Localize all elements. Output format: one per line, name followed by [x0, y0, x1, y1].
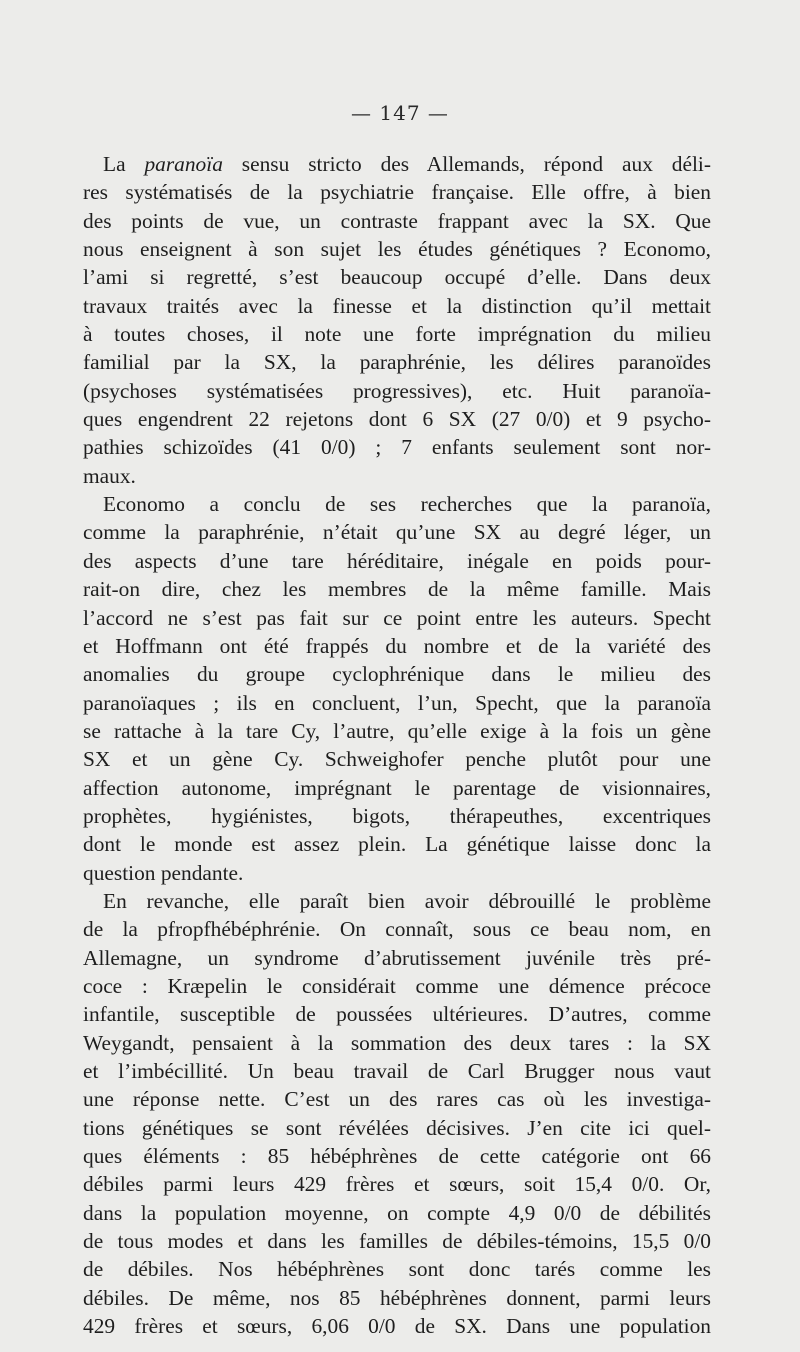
text-line: coce : Kræpelin le considérait comme une démence précoce [83, 973, 711, 998]
text-line: SX et un gène Cy. Schweighofer penche plutôt pour une [83, 747, 711, 772]
text-line: de tous modes et dans les familles de débiles-témoins, 15,5 0/0 [83, 1229, 711, 1254]
text-line: rait-on dire, chez les membres de la même famille. Mais [83, 577, 711, 602]
text-line: prophètes, hygiénistes, bigots, thérapeuthes, excentriques [83, 803, 711, 828]
text-line: En revanche, elle paraît bien avoir débrouillé le problème [103, 888, 711, 913]
text-line: débiles. De même, nos 85 hébéphrènes donnent, parmi leurs [83, 1285, 711, 1310]
text-line: tions génétiques se sont révélées décisives. J’en cite ici quel- [83, 1115, 711, 1140]
text-line: comme la paraphrénie, n’était qu’une SX au degré léger, un [83, 520, 711, 545]
text-line: et l’imbécillité. Un beau travail de Carl Brugger nous vaut [83, 1059, 711, 1083]
text-line: Allemagne, un syndrome d’abrutissement juvénile très pré- [83, 945, 711, 970]
text-line: à toutes choses, il note une forte imprégnation du milieu [83, 322, 711, 347]
text-line: travaux traités avec la finesse et la distinction qu’il mettait [83, 293, 711, 318]
text-line: une réponse nette. C’est un des rares cas où les investiga- [83, 1087, 711, 1112]
text-line: 429 frères et sœurs, 6,06 0/0 de SX. Dans une population [83, 1314, 711, 1339]
text-line: La paranoïa sensu stricto des Allemands, répond aux déli- [103, 152, 711, 176]
text-line: pathies schizoïdes (41 0/0) ; 7 enfants seulement sont nor- [83, 435, 711, 460]
page-number: — 147 — [351, 101, 449, 125]
text-line: affection autonome, imprégnant le parentage de visionnaires, [83, 775, 711, 800]
text-line: de débiles. Nos hébéphrènes sont donc tarés comme les [83, 1257, 711, 1282]
text-line: res systématisés de la psychiatrie française. Elle offre, à bien [83, 180, 711, 205]
text-line: et Hoffmann ont été frappés du nombre et de la variété des [83, 633, 711, 658]
text-line: familial par la SX, la paraphrénie, les délires paranoïdes [83, 350, 711, 375]
text-line: anomalies du groupe cyclophrénique dans le milieu des [83, 662, 711, 687]
text-line: paranoïaques ; ils en concluent, l’un, Specht, que la paranoïa [83, 690, 711, 715]
text-line: dont le monde est assez plein. La génétique laisse donc la [83, 832, 711, 857]
text-line: l’ami si regretté, s’est beaucoup occupé d’elle. Dans deux [83, 265, 711, 290]
text-line: (psychoses systématisées progressives), etc. Huit paranoïa- [83, 378, 711, 403]
text-line: nous enseignent à son sujet les études génétiques ? Economo, [83, 237, 711, 262]
text-line: l’accord ne s’est pas fait sur ce point entre les auteurs. Specht [83, 605, 711, 630]
text-line: des points de vue, un contraste frappant avec la SX. Que [83, 208, 711, 233]
text-line: des aspects d’une tare héréditaire, inégale en poids pour- [83, 548, 711, 573]
body-text [83, 150, 711, 1340]
text-line: maux. [83, 463, 136, 488]
text-line: Economo a conclu de ses recherches que la paranoïa, [103, 492, 711, 517]
text-line: ques engendrent 22 rejetons dont 6 SX (27 0/0) et 9 psycho- [83, 407, 711, 432]
text-line: de la pfropfhébéphrénie. On connaît, sous ce beau nom, en [83, 917, 711, 942]
text-line: Weygandt, pensaient à la sommation des deux tares : la SX [83, 1030, 711, 1055]
text-line: question pendante. [83, 860, 244, 885]
text-line: se rattache à la tare Cy, l’autre, qu’elle exige à la fois un gène [83, 718, 711, 743]
text-line: infantile, susceptible de poussées ultérieures. D’autres, comme [83, 1002, 711, 1027]
text-line: débiles parmi leurs 429 frères et sœurs, soit 15,4 0/0. Or, [83, 1172, 711, 1197]
text-line: ques éléments : 85 hébéphrènes de cette catégorie ont 66 [83, 1144, 711, 1169]
text-line: dans la population moyenne, on compte 4,9 0/0 de débilités [83, 1200, 711, 1225]
